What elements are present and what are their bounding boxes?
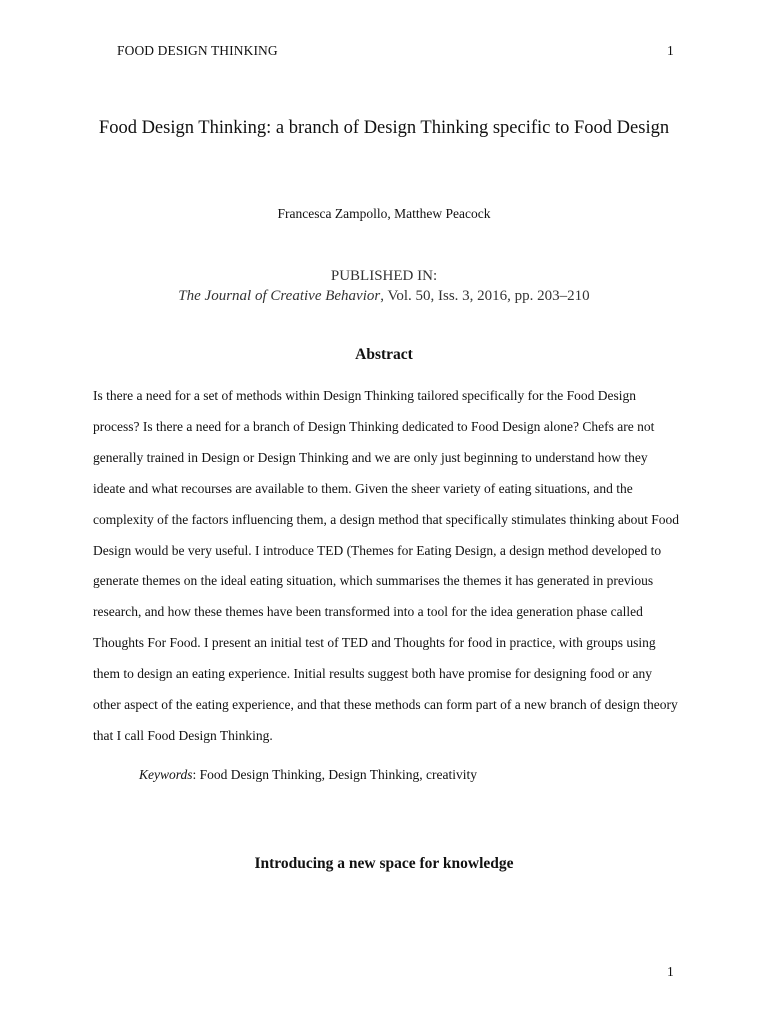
paper-title: Food Design Thinking: a branch of Design Thinking specific to Food Design	[98, 118, 670, 138]
section-heading: Introducing a new space for knowledge	[254, 855, 514, 872]
keywords-separator: :	[192, 767, 197, 782]
journal-name: The Journal of Creative Behavior	[178, 288, 381, 304]
keywords-label: Keywords	[139, 767, 193, 782]
page-number-top: 1	[667, 43, 674, 58]
running-head: FOOD DESIGN THINKING	[117, 43, 278, 58]
publication-info	[60, 266, 708, 306]
keywords	[139, 767, 477, 783]
publication-citation	[60, 286, 708, 306]
published-label: PUBLISHED IN:	[330, 268, 438, 284]
abstract-text: Is there a need for a set of methods within Design Thinking tailored specifically for the Food Design process? Is there a need for a branch of Design Thinking dedicated to Food Design alone? Chefs are not generally trained in Design or Design Thinking and we are only just beginning to understand how they ideate and what recourses are available to them. Given the sheer variety of eating situations, and the complexity of the factors influencing them, a design method that specifically stimulates thinking about Food Design would be very useful. I introduce TED (Themes for Eating Design, a design method developed to generate themes on the ideal eating situation, which summarises the themes it has generated in previous research, and how these themes have been transformed into a tool for the idea generation phase called Thoughts For Food. I present an initial test of TED and Thoughts for food in practice, with groups using them to design an eating experience. Initial results suggest both have promise for designing food or any other aspect of the eating experience, and that these methods can form part of a new branch of design theory that I call Food Design Thinking.	[93, 388, 679, 743]
keywords-values: Food Design Thinking, Design Thinking, creativity	[196, 767, 477, 782]
publication-details: , Vol. 50, Iss. 3, 2016, pp. 203–210	[380, 288, 590, 304]
authors: Francesca Zampollo, Matthew Peacock	[277, 206, 491, 221]
abstract-heading: Abstract	[355, 346, 413, 363]
page-number-bottom: 1	[667, 964, 674, 979]
